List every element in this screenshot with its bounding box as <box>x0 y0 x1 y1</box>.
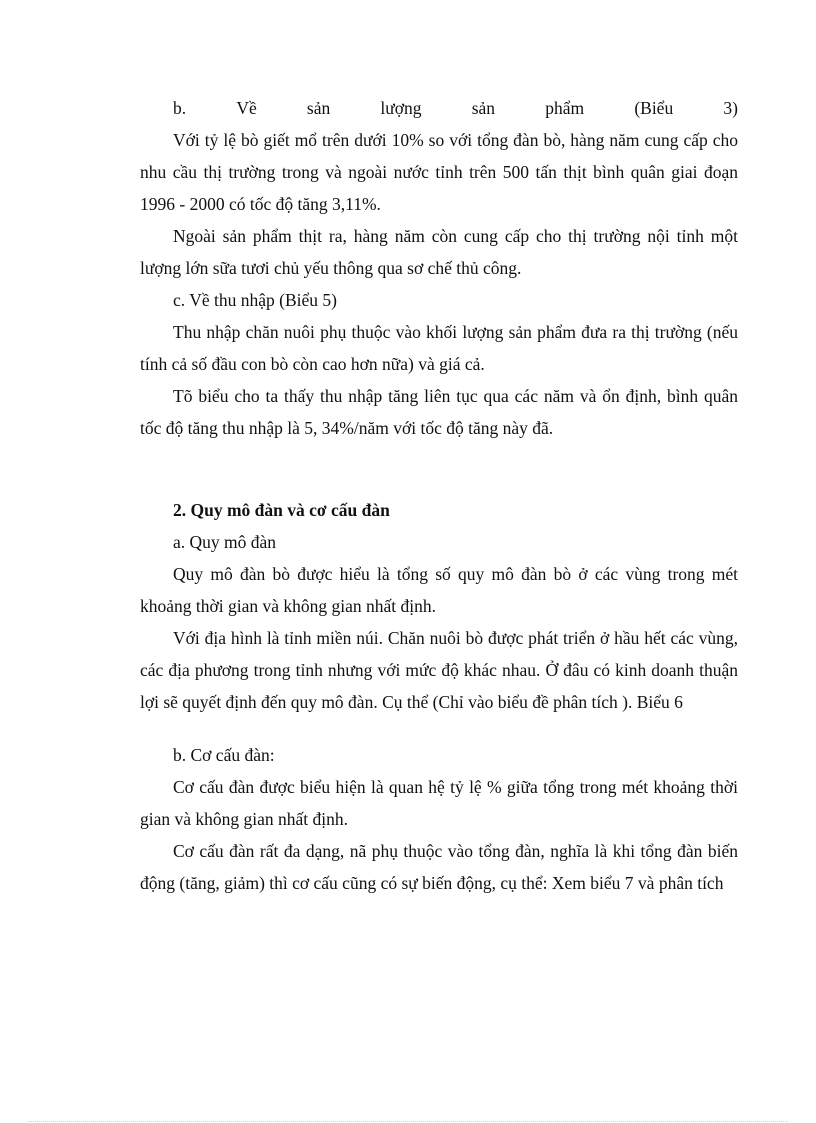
section-spacer <box>140 718 738 739</box>
paragraph-income-growth: Tõ biểu cho ta thấy thu nhập tăng liên tục qua các năm và ổn định, bình quân tốc độ tăng thu nhập là 5, 34%/năm với tốc độ tăng này đã. <box>140 386 738 438</box>
heading-word: sản <box>306 98 331 118</box>
paragraph-herd-structure-definition: Cơ cấu đàn được biểu hiện là quan hệ tỷ lệ % giữa tổng trong mét khoảng thời gian và không gian nhất định. <box>140 777 738 829</box>
section-spacer <box>140 444 738 494</box>
paragraph-herd-size-terrain: Với địa hình là tỉnh miền núi. Chăn nuôi bò được phát triển ở hầu hết các vùng, các địa phương trong tỉnh nhưng với mức độ khác nhau. Ở đâu có kinh doanh thuận lợi sẽ quyết định đến quy mô đàn. Cụ thể (Chỉ vào biểu đề phân tích ). Biểu 6 <box>140 628 738 712</box>
heading-word: phẩm <box>545 98 585 118</box>
heading-word: b. <box>173 98 187 118</box>
heading-word: (Biểu <box>634 98 674 118</box>
section-2-title: 2. Quy mô đàn và cơ cấu đàn <box>173 500 390 520</box>
page-bottom-divider <box>28 1121 788 1122</box>
text-column <box>140 92 738 899</box>
paragraph-slaughter-rate: Với tỷ lệ bò giết mổ trên dưới 10% so với tổng đàn bò, hàng năm cung cấp cho nhu cầu thị trường trong và ngoài nước tỉnh trên 500 tấn thịt bình quân giai đoạn 1996 - 2000 có tốc độ tăng 3,11%. <box>140 130 738 214</box>
heading-a-herd-size: a. Quy mô đàn <box>173 532 277 552</box>
paragraph-fresh-milk: Ngoài sản phẩm thịt ra, hàng năm còn cung cấp cho thị trường nội tỉnh một lượng lớn sữa tươi chủ yếu thông qua sơ chế thủ công. <box>140 226 738 278</box>
paragraph-income-dependence: Thu nhập chăn nuôi phụ thuộc vào khối lượng sản phẩm đưa ra thị trường (nếu tính cả số đầu con bò còn cao hơn nữa) và giá cả. <box>140 322 738 374</box>
heading-word: lượng <box>380 98 422 118</box>
paragraph-herd-structure-variation: Cơ cấu đàn rất đa dạng, nã phụ thuộc vào tổng đàn, nghĩa là khi tổng đàn biến động (tăng, giảm) thì cơ cấu cũng có sự biến động, cụ thể: Xem biểu 7 và phân tích <box>140 841 738 893</box>
heading-c-income: c. Về thu nhập (Biểu 5) <box>173 290 337 310</box>
heading-word: sản <box>471 98 496 118</box>
heading-word: 3) <box>723 98 738 118</box>
heading-b-herd-structure: b. Cơ cấu đàn: <box>173 745 275 765</box>
heading-b-production <box>140 92 738 124</box>
heading-word: Về <box>236 98 257 118</box>
paragraph-herd-size-definition: Quy mô đàn bò được hiểu là tổng số quy mô đàn bò ở các vùng trong mét khoảng thời gian và không gian nhất định. <box>140 564 738 616</box>
